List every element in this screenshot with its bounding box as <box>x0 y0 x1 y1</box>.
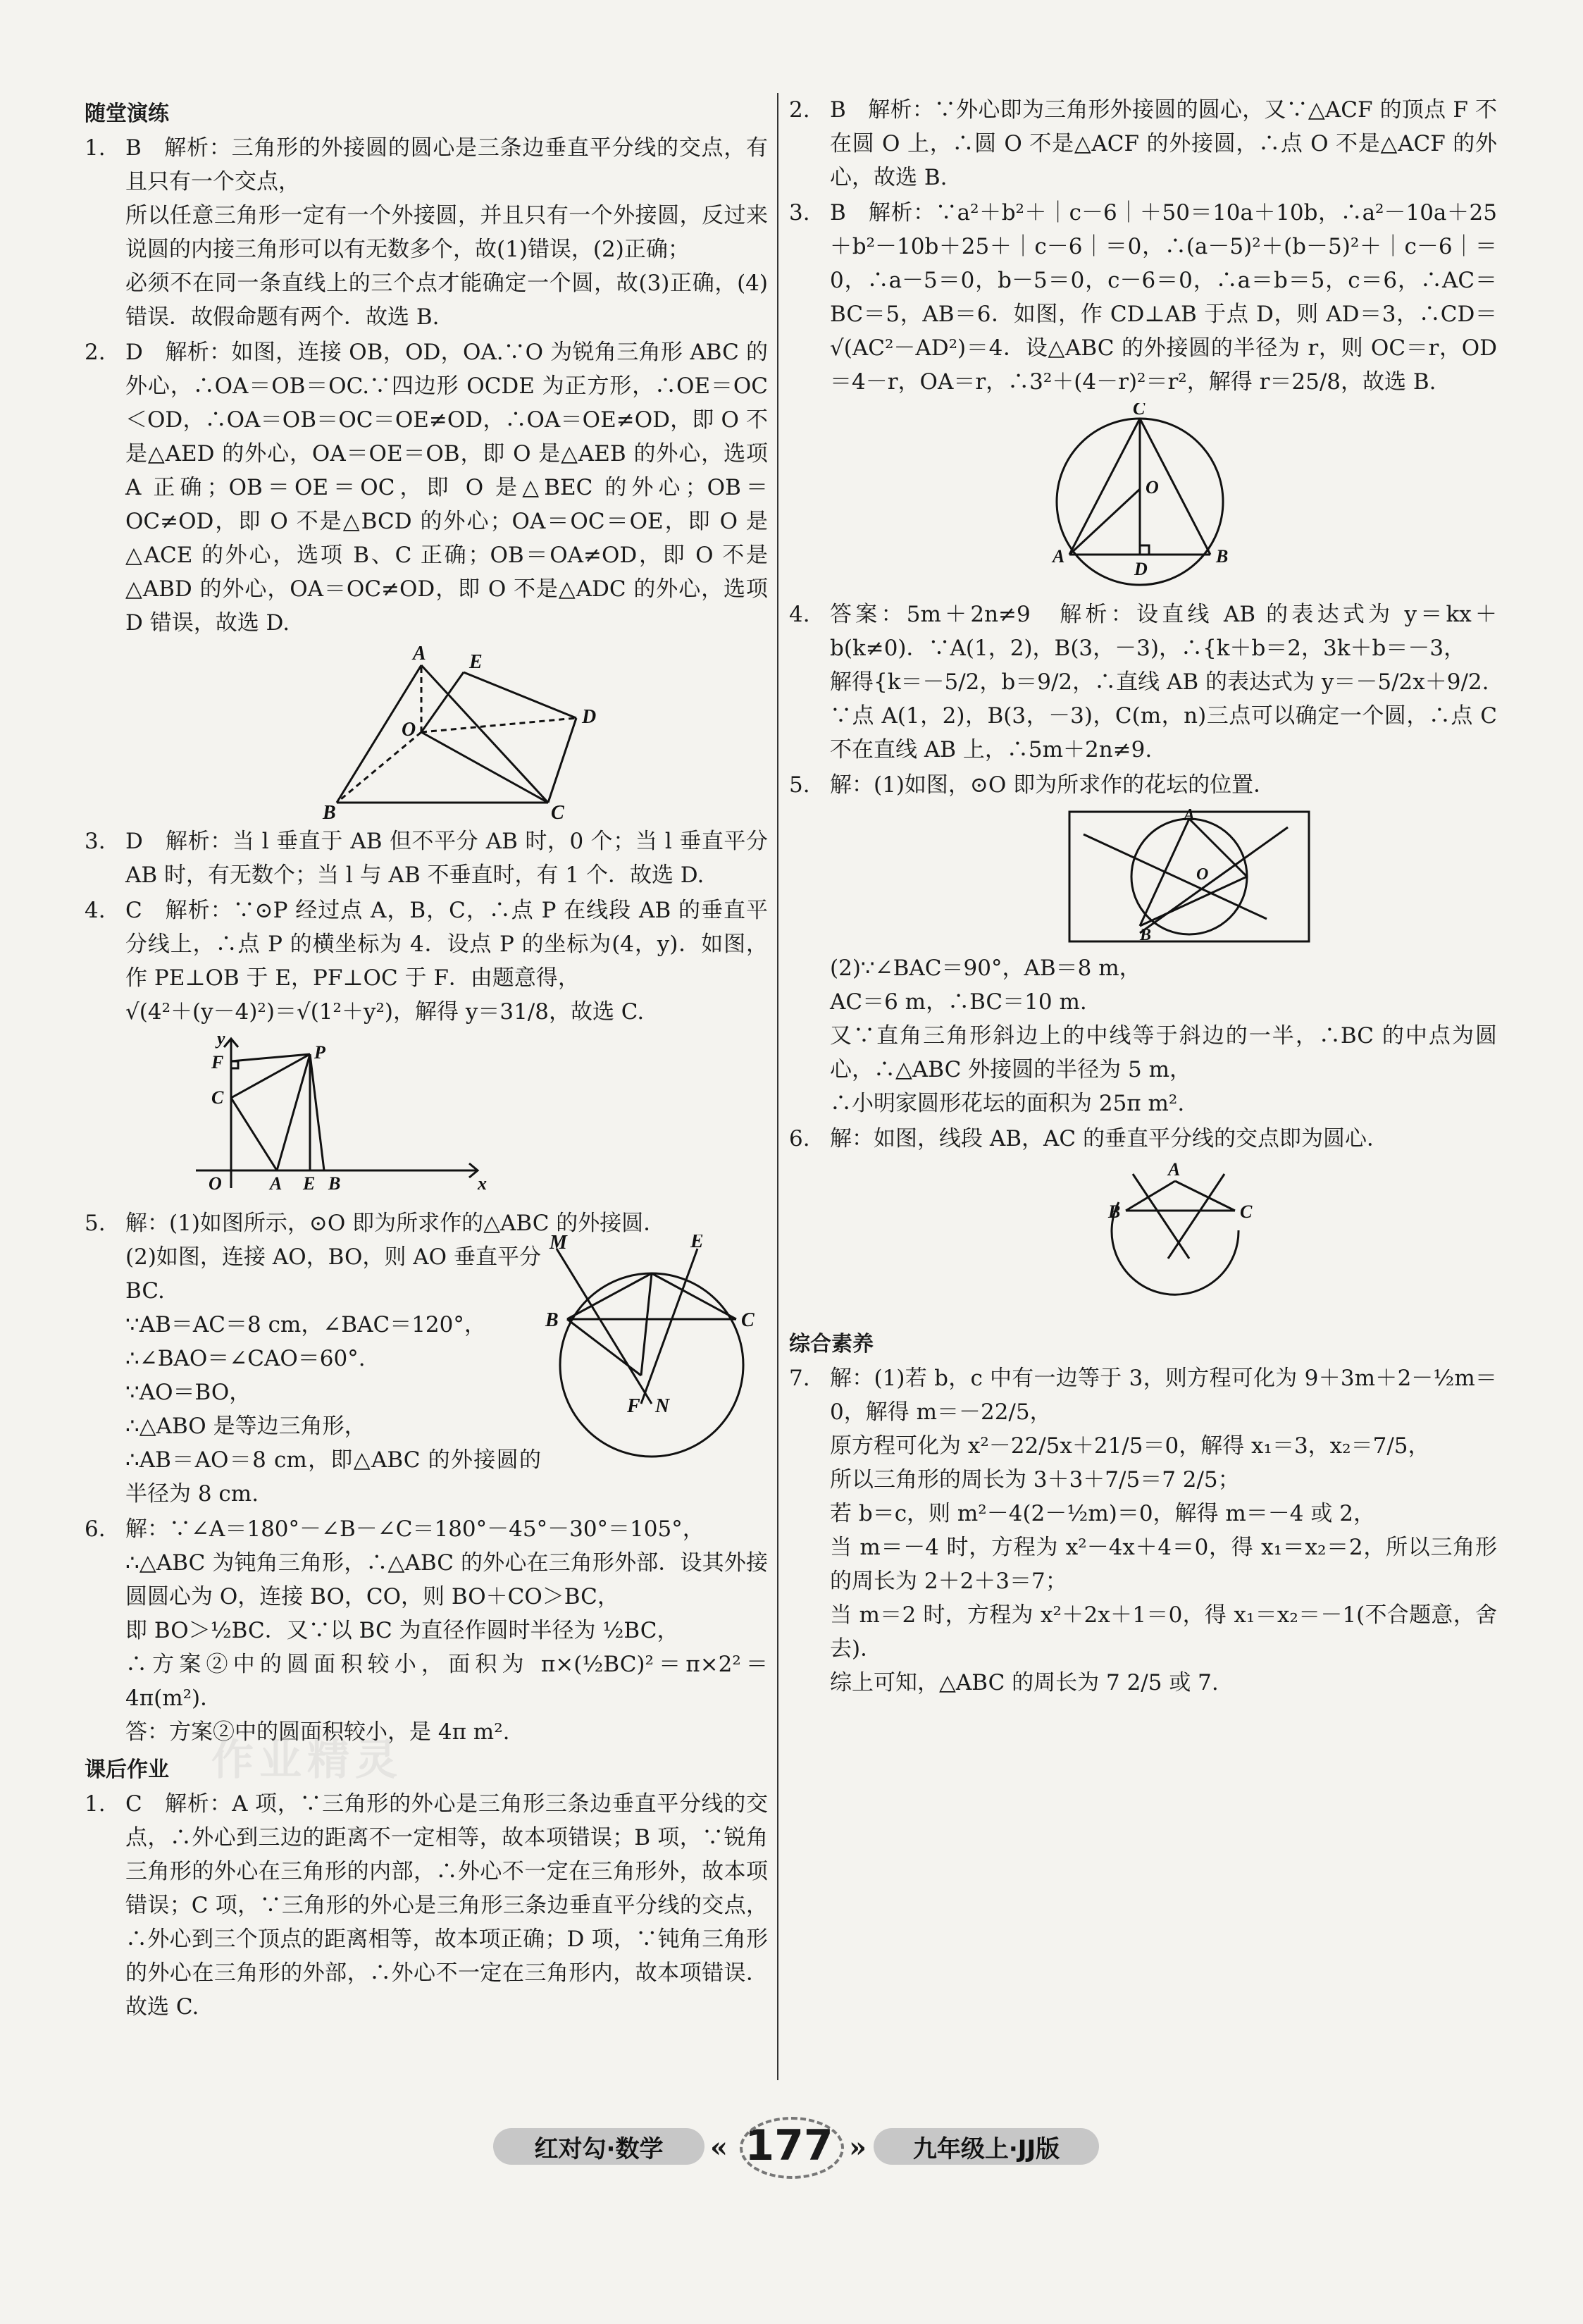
section-heading: 课后作业 <box>85 1757 169 1782</box>
answer-item: 4. C 解析：∵⊙P 经过点 A，B，C，∴点 P 在线段 AB 的垂直平分线上，∴点 P 的横坐标为 4．设点 P 的坐标为(4，y)．如图，作 PE⊥OB 于 E，PF⊥OC 于 F．由题意得， √(4²＋(y－4)²)＝√(1²＋y²)，解得 y＝31/8，故选 C. y F P C O A E B x <box>85 894 768 1202</box>
svg-text:A: A <box>413 644 426 665</box>
svg-text:x: x <box>478 1173 487 1194</box>
section-heading: 随堂演练 <box>85 101 169 126</box>
svg-text:O: O <box>402 719 416 741</box>
svg-text:E: E <box>303 1173 316 1194</box>
footer-right-arrow: » <box>849 2131 867 2164</box>
svg-text:C: C <box>1133 403 1146 419</box>
answer-item: 4. 答案：5m＋2n≠9 解析：设直线 AB 的表达式为 y＝kx＋b(k≠0)．∵A(1，2)，B(3，－3)，∴{k＋b＝2，3k＋b＝－3， 解得{k＝－5/2，b＝9/2，∴直线 AB 的表达式为 y＝－5/2x＋9/2. ∵点 A(1，2)，B(3，－3)，C(m，n)三点可以确定一个圆，∴点 C 不在直线 AB 上，∴5m＋2n≠9. <box>789 602 1497 762</box>
section-heading: 综合素养 <box>789 1332 874 1356</box>
svg-text:C: C <box>551 802 564 820</box>
watermark: 作业精灵 <box>211 1736 403 1785</box>
svg-text:O: O <box>209 1173 222 1194</box>
figure-flowerbed <box>830 806 1464 947</box>
svg-text:C: C <box>211 1087 224 1108</box>
svg-text:B: B <box>1216 546 1229 567</box>
figure-broken-circle <box>830 1160 1464 1322</box>
column-divider <box>777 93 778 2080</box>
page-number: 177 <box>733 2114 845 2177</box>
answer-item: 5. 解：(1)如图，⊙O 即为所求作的花坛的位置． A O B (2)∵∠BAC＝90°，AB＝8 m， AC＝6 m，∴BC＝10 m. 又∵直角三角形斜边上的中线等于斜边的一半，∴BC 的中点为圆心，∴△ABC 外接圆的半径为 5 m， ∴小明家圆形花坛的面积为 25π m². <box>789 772 1497 1116</box>
svg-text:D: D <box>582 706 597 728</box>
svg-text:N: N <box>655 1395 670 1417</box>
footer-grade-edition: 九年级上·JJ版 <box>874 2128 1099 2165</box>
answer-item: 6. 解：∵∠A＝180°－∠B－∠C＝180°－45°－30°＝105°， ∴△ABC 为钝角三角形，∴△ABC 的外心在三角形外部．设其外接圆圆心为 O，连接 BO，CO，则 BO＋CO＞BC， 即 BO＞½BC．又∵以 BC 为直径作圆时半径为 ½BC， ∴方案②中的圆面积较小，面积为 π×(½BC)²＝π×2²＝4π(m²)． 答：方案②中的圆面积较小，是 4π m². <box>85 1516 768 1745</box>
page-number-ring <box>740 2117 844 2179</box>
svg-text:F: F <box>211 1052 224 1073</box>
answer-item: 2. B 解析：∵外心即为三角形外接圆的圆心，又∵△ACF 的顶点 F 不在圆 O 上，∴圆 O 不是△ACF 的外接圆，∴点 O 不是△ACF 的外心，故选 B. <box>789 97 1497 190</box>
svg-text:P: P <box>314 1042 325 1063</box>
left-column <box>85 93 768 2025</box>
svg-text:C: C <box>741 1309 755 1331</box>
answer-item: 7. 解：(1)若 b，c 中有一边等于 3，则方程可化为 9＋3m＋2－½m＝0，解得 m＝－22/5， 原方程可化为 x²－22/5x＋21/5＝0，解得 x₁＝3，x₂＝7/5， 所以三角形的周长为 3＋3＋7/5＝7 2/5； 若 b＝c，则 m²－4(2－½m)＝0，解得 m＝－4 或 2， 当 m＝－4 时，方程为 x²－4x＋4＝0，得 x₁＝x₂＝2，所以三角形的周长为 2＋2＋3＝7； 当 m＝2 时，方程为 x²＋2x＋1＝0，得 x₁＝x₂＝－1(不合题意，舍去)． 综上可知，△ABC 的周长为 7 2/5 或 7. <box>789 1366 1497 1695</box>
svg-text:A: A <box>1184 806 1196 824</box>
footer-book-title: 红对勾·数学 <box>493 2128 704 2165</box>
answer-item: 2. D 解析：如图，连接 OB，OD，OA.∵O 为锐角三角形 ABC 的外心，∴OA＝OB＝OC.∵四边形 OCDE 为正方形，∴OE＝OC＜OD，∴OA＝OB＝OC＝OE≠OD，∴OA＝OE≠OD，即 O 不是△AED 的外心，OA＝OE＝OB，即 O 是△AEB 的外心，选项 A 正确；OB＝OE＝OC，即 O 是△BEC 的外心；OB＝OC≠OD，即 O 不是△BCD 的外心；OA＝OC＝OE，即 O 是△ACE 的外心，选项 B、C 正确；OB＝OA≠OD，即 O 不是△ABD 的外心，OA＝OC≠OD，即 O 不是△ADC 的外心，选项 D 错误，故选 D. A E O D B C <box>85 335 768 820</box>
svg-text:F: F <box>627 1395 640 1417</box>
svg-text:A: A <box>270 1173 283 1194</box>
right-column <box>789 93 1497 1701</box>
footer-left-arrow: « <box>710 2131 728 2164</box>
svg-text:E: E <box>469 651 483 673</box>
svg-text:M: M <box>550 1235 567 1254</box>
answer-item: 6. 解：如图，线段 AB，AC 的垂直平分线的交点即为圆心． A B C <box>789 1122 1497 1322</box>
svg-text:B: B <box>1108 1201 1121 1222</box>
answer-item: 1. B 解析：三角形的外接圆的圆心是三条边垂直平分线的交点，有且只有一个交点， 所以任意三角形一定有一个外接圆，并且只有一个外接圆，反过来说圆的内接三角形可以有无数多个，故(1)错误，(2)正确； 必须不在同一条直线上的三个点才能确定一个圆，故(3)正确，(4)错误．故假命题有两个．故选 B. <box>85 135 768 330</box>
svg-text:O: O <box>1196 865 1209 884</box>
svg-text:B: B <box>545 1309 559 1331</box>
svg-text:y: y <box>217 1033 225 1049</box>
answer-item: 3. D 解析：当 l 垂直于 AB 但不平分 AB 时，0 个；当 l 垂直平分 AB 时，有无数个；当 l 与 AB 不垂直时，有 1 个．故选 D. <box>85 829 768 888</box>
answer-item: 3. B 解析：∵a²＋b²＋｜c－6｜＋50＝10a＋10b，∴a²－10a＋25＋b²－10b＋25＋｜c－6｜＝0，∴(a－5)²＋(b－5)²＋｜c－6｜＝0，∴a－5＝0，b－5＝0，c－6＝0，∴a＝b＝5，c＝6，∴AC＝BC＝5，AB＝6．如图，作 CD⊥AB 于点 D，则 AD＝3，∴CD＝√(AC²－AD²)＝4．设△ABC 的外接圆的半径为 r，则 OC＝r，OD＝4－r，OA＝r，∴3²＋(4－r)²＝r²，解得 r＝25/8，故选 B. C O A D B <box>789 196 1497 593</box>
svg-text:A: A <box>1168 1160 1181 1180</box>
svg-text:D: D <box>1134 559 1148 579</box>
figure-circumcircle-obtuse <box>535 1235 768 1467</box>
answer-item: 5. 解：(1)如图所示，⊙O 即为所求作的△ABC 的外接圆． (2)如图，连接 AO，BO，则 AO 垂直平分 BC. ∵AB＝AC＝8 cm，∠BAC＝120°， ∴∠BAO＝∠CAO＝60°. ∵AO＝BO， ∴△ABO 是等边三角形， ∴AB＝AO＝8 cm，即△ABC 的外接圆的半径为 8 cm. M E B C F N <box>85 1206 768 1511</box>
svg-text:A: A <box>1053 546 1065 567</box>
figure-coordinate <box>125 1033 745 1202</box>
svg-text:B: B <box>323 802 336 820</box>
figure-square-triangle <box>125 644 745 820</box>
answer-item: 1. C 解析：A 项，∵三角形的外心是三角形三条边垂直平分线的交点，∴外心到三边的距离不一定相等，故本项错误；B 项，∵锐角三角形的外心在三角形的内部，∴外心不一定在三角形外，故本项错误；C 项，∵三角形的外心是三角形三条边垂直平分线的交点，∴外心到三个顶点的距离相等，故本项正确；D 项，∵钝角三角形的外心在三角形的外部，∴外心不一定在三角形内，故本项错误．故选 C. <box>85 1791 768 2020</box>
svg-text:B: B <box>1140 926 1152 944</box>
figure-isosceles-circle <box>830 403 1464 593</box>
svg-text:C: C <box>1240 1201 1253 1222</box>
svg-text:O: O <box>1146 477 1159 497</box>
page-footer <box>0 2114 1583 2177</box>
svg-text:E: E <box>690 1235 704 1252</box>
svg-text:B: B <box>328 1173 341 1194</box>
